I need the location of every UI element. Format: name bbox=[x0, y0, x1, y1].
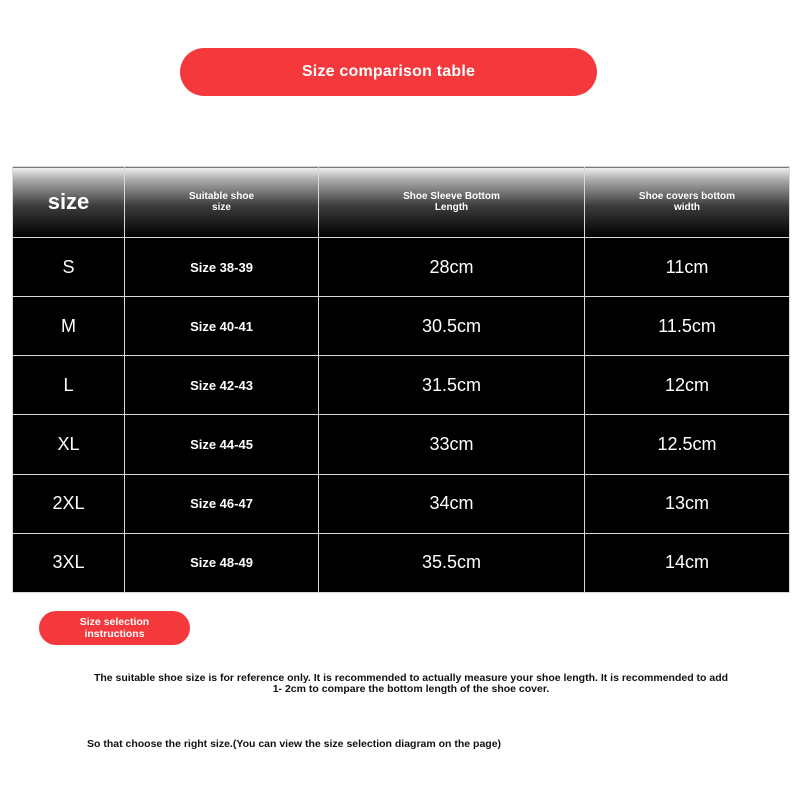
table-row bbox=[13, 238, 790, 297]
table-row bbox=[13, 415, 790, 474]
choose-size-note: So that choose the right size.(You can view the size selection diagram on the page) bbox=[87, 738, 502, 750]
page-title: Size comparison table bbox=[180, 48, 597, 96]
header-bottom-width: Shoe covers bottom width bbox=[585, 167, 790, 238]
size-cell: L bbox=[13, 356, 125, 415]
shoe-size-cell: Size 40-41 bbox=[125, 297, 319, 356]
width-cell: 13cm bbox=[585, 474, 790, 533]
size-cell: XL bbox=[13, 415, 125, 474]
width-cell: 11cm bbox=[585, 238, 790, 297]
size-cell: S bbox=[13, 238, 125, 297]
length-cell: 34cm bbox=[319, 474, 585, 533]
size-cell: M bbox=[13, 297, 125, 356]
width-cell: 11.5cm bbox=[585, 297, 790, 356]
length-cell: 30.5cm bbox=[319, 297, 585, 356]
shoe-size-cell: Size 46-47 bbox=[125, 474, 319, 533]
table-row bbox=[13, 533, 790, 592]
header-bottom-length: Shoe Sleeve Bottom Length bbox=[319, 167, 585, 238]
length-cell: 33cm bbox=[319, 415, 585, 474]
header-shoe-size: Suitable shoe size bbox=[125, 167, 319, 238]
table-row bbox=[13, 474, 790, 533]
shoe-size-cell: Size 48-49 bbox=[125, 533, 319, 592]
size-comparison-table bbox=[12, 166, 790, 593]
length-cell: 31.5cm bbox=[319, 356, 585, 415]
shoe-size-cell: Size 38-39 bbox=[125, 238, 319, 297]
length-cell: 35.5cm bbox=[319, 533, 585, 592]
length-cell: 28cm bbox=[319, 238, 585, 297]
reference-note: The suitable shoe size is for reference only. It is recommended to actually measure your shoe length. It is recommended to add 1- 2cm to compare the bottom length of the shoe cover. bbox=[93, 672, 729, 695]
width-cell: 12cm bbox=[585, 356, 790, 415]
table-header-row bbox=[13, 167, 790, 238]
width-cell: 14cm bbox=[585, 533, 790, 592]
size-cell: 3XL bbox=[13, 533, 125, 592]
instructions-text: Size selection instructions bbox=[79, 616, 150, 640]
size-selection-instructions-label bbox=[39, 611, 190, 645]
shoe-size-cell: Size 44-45 bbox=[125, 415, 319, 474]
table-row bbox=[13, 297, 790, 356]
shoe-size-cell: Size 42-43 bbox=[125, 356, 319, 415]
header-size: size bbox=[13, 167, 125, 238]
width-cell: 12.5cm bbox=[585, 415, 790, 474]
size-cell: 2XL bbox=[13, 474, 125, 533]
table-row bbox=[13, 356, 790, 415]
